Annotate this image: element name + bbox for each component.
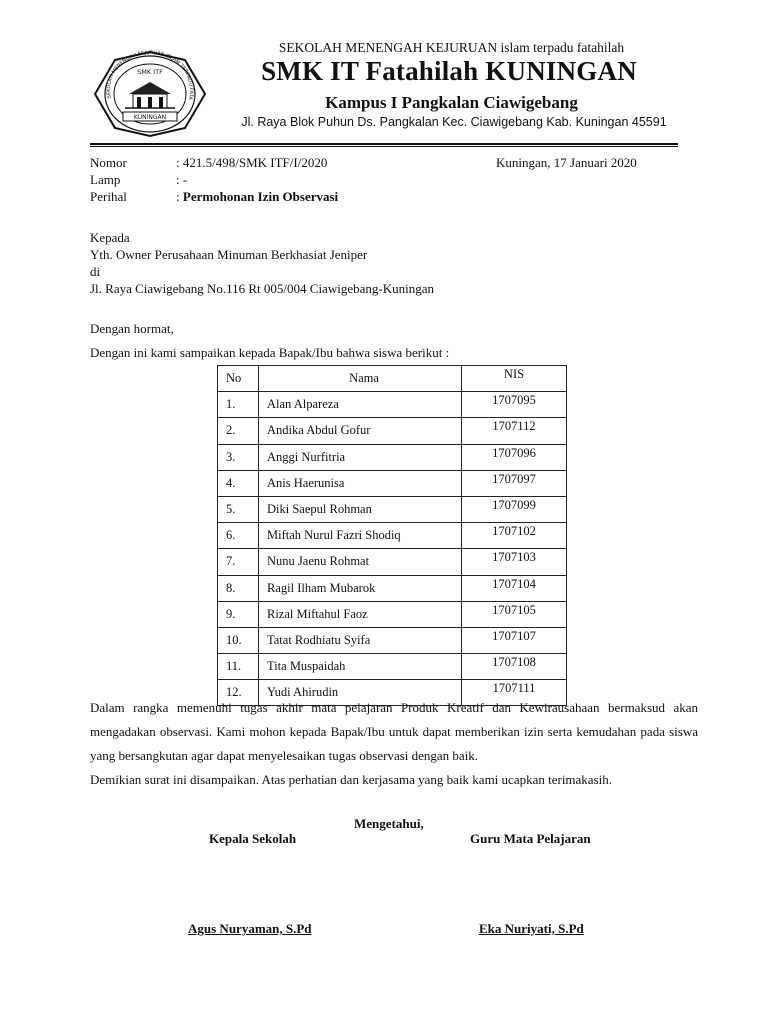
table-row bbox=[218, 601, 567, 627]
cell-nama: Rizal Miftahul Faoz bbox=[259, 601, 462, 627]
cell-nama: Yudi Ahirudin bbox=[259, 680, 462, 706]
cell-nis: 1707107 bbox=[462, 627, 567, 653]
letterhead-divider bbox=[90, 143, 678, 145]
cell-nama: Nunu Jaenu Rohmat bbox=[259, 549, 462, 575]
letter-date: Kuningan, 17 Januari 2020 bbox=[496, 155, 637, 170]
left-signer-title: Kepala Sekolah bbox=[209, 831, 297, 846]
cell-nis: 1707096 bbox=[462, 444, 567, 470]
right-signer-name: Eka Nuriyati, S.Pd bbox=[479, 921, 584, 936]
greeting: Dengan hormat, bbox=[90, 321, 174, 336]
nomor-value: : 421.5/498/SMK ITF/I/2020 bbox=[176, 155, 328, 170]
right-signer-title: Guru Mata Pelajaran bbox=[470, 831, 591, 846]
cell-nama: Ragil Ilham Mubarok bbox=[259, 575, 462, 601]
cell-no: 3. bbox=[218, 444, 259, 470]
cell-no: 2. bbox=[218, 418, 259, 444]
intro-text: Dengan ini kami sampaikan kepada Bapak/Ibu bahwa siswa berikut : bbox=[90, 345, 450, 360]
table-row bbox=[218, 549, 567, 575]
body-paragraph: Dalam rangka memenuhi tugas akhir mata pelajaran Produk Kreatif dan Kewirausahaan bermaksud akan mengadakan observasi. Kami mohon kepada Bapak/Ibu untuk dapat memberikan izin serta kemudahan pada siswa yang bersangkutan agar dapat menyelesaikan tugas observasi dengan baik. bbox=[90, 700, 698, 763]
table-row bbox=[218, 444, 567, 470]
header-no: No bbox=[218, 366, 259, 392]
cell-nis: 1707104 bbox=[462, 575, 567, 601]
header-nama: Nama bbox=[259, 366, 462, 392]
cell-no: 12. bbox=[218, 680, 259, 706]
cell-nama: Diki Saepul Rohman bbox=[259, 496, 462, 522]
cell-no: 5. bbox=[218, 496, 259, 522]
cell-no: 9. bbox=[218, 601, 259, 627]
left-signer-name: Agus Nuryaman, S.Pd bbox=[188, 921, 312, 936]
cell-nama: Tatat Rodhiatu Syifa bbox=[259, 627, 462, 653]
table-row bbox=[218, 654, 567, 680]
cell-nama: Anggi Nurfitria bbox=[259, 444, 462, 470]
cell-no: 6. bbox=[218, 523, 259, 549]
cell-nama: Anis Haerunisa bbox=[259, 470, 462, 496]
svg-text:SMK ITF: SMK ITF bbox=[137, 68, 163, 76]
nomor-label: Nomor bbox=[90, 155, 127, 170]
closing-paragraph: Demikian surat ini disampaikan. Atas perhatian dan kerjasama yang baik kami ucapkan terimakasih. bbox=[90, 772, 612, 787]
cell-nis: 1707099 bbox=[462, 496, 567, 522]
table-row bbox=[218, 496, 567, 522]
recipient-line3: di bbox=[90, 264, 101, 279]
table-row bbox=[218, 627, 567, 653]
perihal-value bbox=[176, 189, 338, 205]
letterhead-divider-thin bbox=[90, 146, 678, 147]
table-row bbox=[218, 418, 567, 444]
recipient-line1: Kepada bbox=[90, 230, 130, 245]
table-row bbox=[218, 470, 567, 496]
cell-no: 4. bbox=[218, 470, 259, 496]
mengetahui-label: Mengetahui, bbox=[354, 816, 424, 831]
perihal-colon: : bbox=[176, 189, 180, 204]
lamp-value: : - bbox=[176, 172, 188, 187]
school-name: SMK IT Fatahilah KUNINGAN bbox=[261, 56, 637, 86]
header-nis: NIS bbox=[462, 366, 567, 392]
table-row bbox=[218, 392, 567, 418]
cell-nis: 1707095 bbox=[462, 392, 567, 418]
cell-nis: 1707102 bbox=[462, 523, 567, 549]
cell-no: 8. bbox=[218, 575, 259, 601]
cell-nama: Alan Alpareza bbox=[259, 392, 462, 418]
cell-nis: 1707112 bbox=[462, 418, 567, 444]
school-address: Jl. Raya Blok Puhun Ds. Pangkalan Kec. Ciawigebang Kab. Kuningan 45591 bbox=[241, 115, 667, 129]
cell-nis: 1707105 bbox=[462, 601, 567, 627]
cell-nis: 1707097 bbox=[462, 470, 567, 496]
perihal-label: Perihal bbox=[90, 189, 127, 204]
cell-no: 1. bbox=[218, 392, 259, 418]
letterhead-line1-lower: islam terpadu fatahilah bbox=[500, 40, 625, 55]
campus-name: Kampus I Pangkalan Ciawigebang bbox=[325, 93, 578, 112]
cell-no: 11. bbox=[218, 654, 259, 680]
cell-no: 7. bbox=[218, 549, 259, 575]
svg-text:KUNINGAN: KUNINGAN bbox=[133, 114, 167, 121]
cell-nama: Miftah Nurul Fazri Shodiq bbox=[259, 523, 462, 549]
recipient-line4: Jl. Raya Ciawigebang No.116 Rt 005/004 Ciawigebang-Kuningan bbox=[90, 281, 434, 296]
cell-nis: 1707103 bbox=[462, 549, 567, 575]
table-row bbox=[218, 575, 567, 601]
table-header-row bbox=[218, 366, 567, 392]
letterhead-line1 bbox=[0, 40, 768, 56]
svg-text:SEKOLAH MENENGAH KEJURUAN ISLA: SEKOLAH MENENGAH KEJURUAN ISLAM TERPADU FATA bbox=[105, 50, 195, 101]
table-row bbox=[218, 523, 567, 549]
letterhead-line1-caps: SEKOLAH MENENGAH KEJURUAN bbox=[278, 40, 498, 55]
cell-nama: Tita Muspaidah bbox=[259, 654, 462, 680]
cell-nama: Andika Abdul Gofur bbox=[259, 418, 462, 444]
cell-no: 10. bbox=[218, 627, 259, 653]
student-table bbox=[217, 365, 567, 706]
perihal-subject: Permohonan Izin Observasi bbox=[182, 189, 339, 204]
lamp-label: Lamp bbox=[90, 172, 121, 187]
cell-nis: 1707111 bbox=[462, 680, 567, 706]
cell-nis: 1707108 bbox=[462, 654, 567, 680]
recipient-line2: Yth. Owner Perusahaan Minuman Berkhasiat Jeniper bbox=[90, 247, 368, 262]
